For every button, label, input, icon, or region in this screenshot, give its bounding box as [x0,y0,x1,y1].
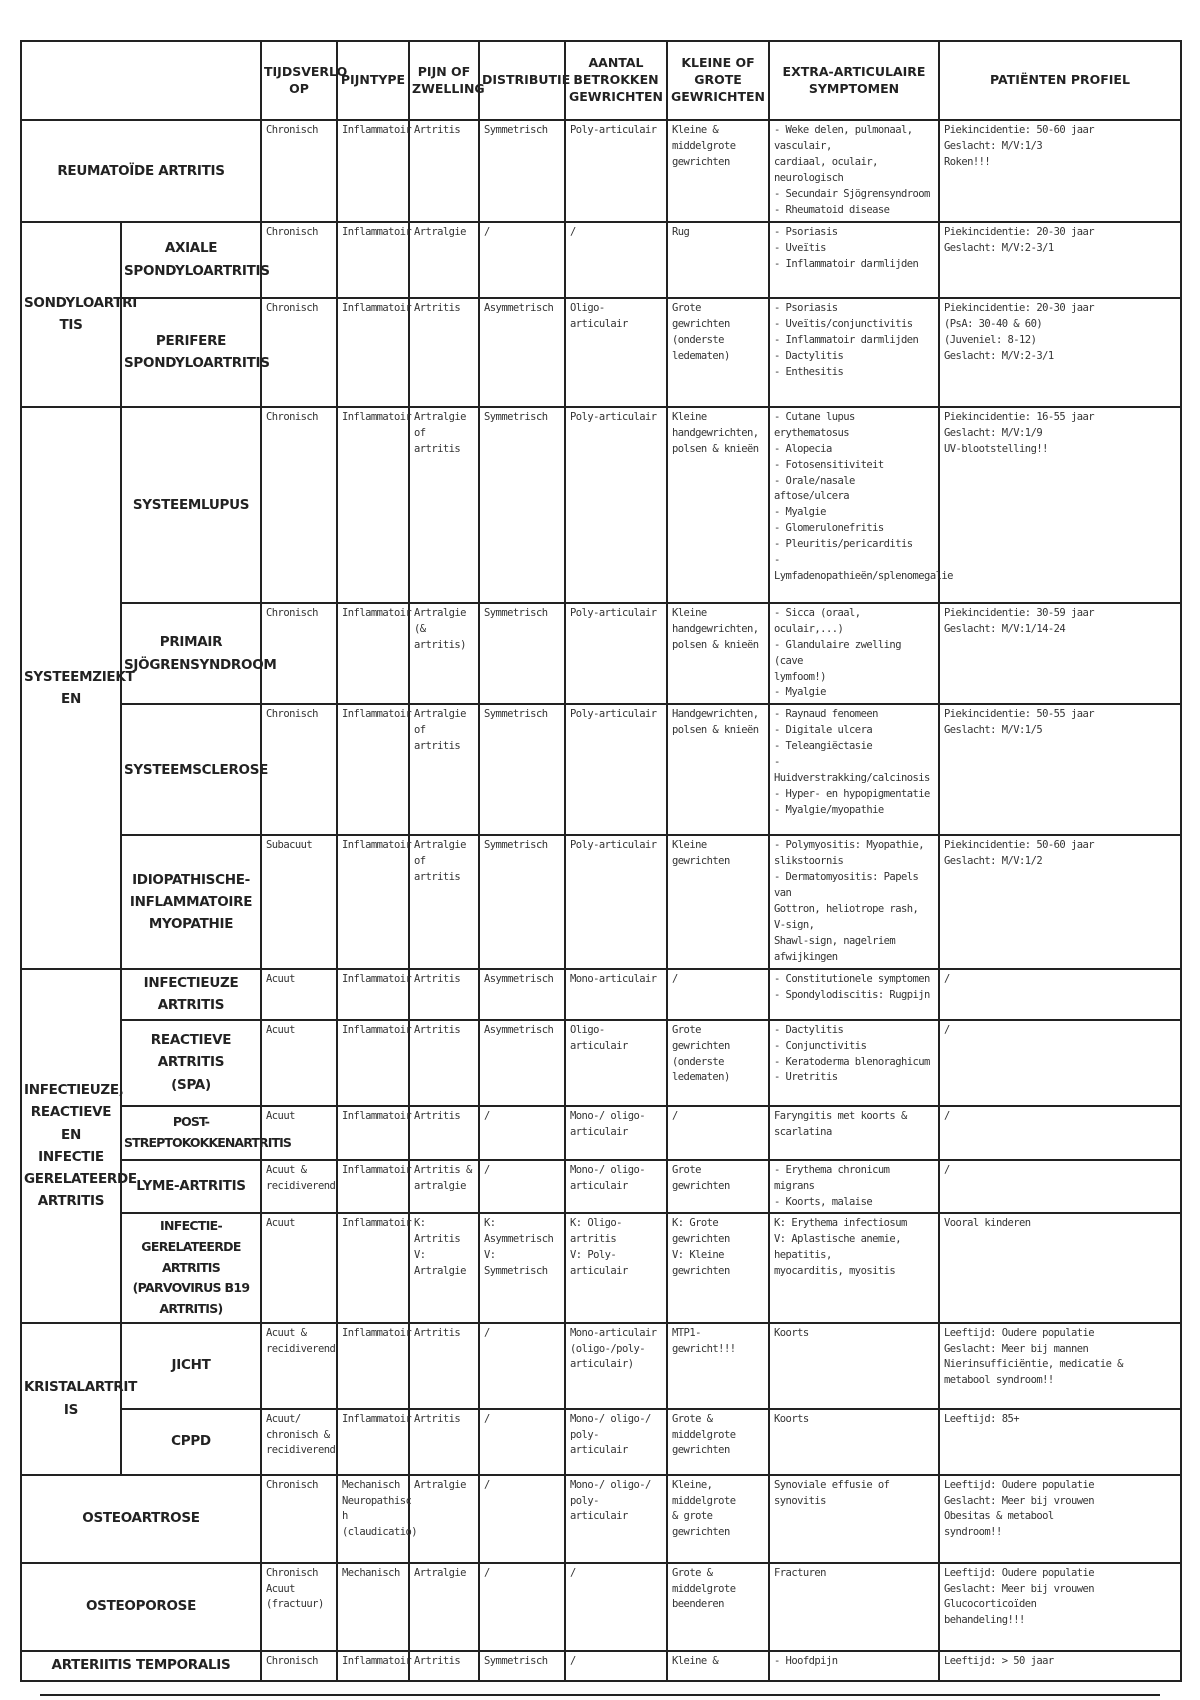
pijntype-cell: Inflammatoir [337,407,409,603]
kleine-grote-cell: Handgewrichten, polsen & knieën [667,704,769,835]
extra-cell: - Constitutionele symptomen - Spondylodiscitis: Rugpijn [769,969,939,1020]
aantal-cell: Oligo-articulair [565,1020,667,1106]
distributie-cell: / [479,1409,565,1475]
pijntype-cell: Mechanisch [337,1563,409,1651]
pijntype-cell: Inflammatoir [337,1106,409,1160]
pijntype-cell: Inflammatoir [337,298,409,407]
header-row [21,41,1181,120]
profiel-cell: / [939,969,1181,1020]
disease-name: REUMATOÏDE ARTRITIS [21,120,261,222]
pijn-cell: Artritis [409,1323,479,1409]
pijntype-cell: Inflammatoir [337,120,409,222]
profiel-cell: Piekincidentie: 50-55 jaar Geslacht: M/V:1/5 [939,704,1181,835]
tijdsverloop-cell: Chronisch [261,120,337,222]
footer-divider [40,1694,1160,1696]
table-row [21,835,1181,969]
pijn-cell: Artritis [409,1020,479,1106]
aantal-cell: Poly-articulair [565,603,667,705]
extra-cell: - Weke delen, pulmonaal, vasculair, cardiaal, oculair, neurologisch - Secundair Sjögrensyndroom - Rheumatoid disease [769,120,939,222]
aantal-cell: / [565,1563,667,1651]
profiel-cell: Vooral kinderen [939,1213,1181,1322]
distributie-cell: / [479,1323,565,1409]
distributie-cell: Symmetrisch [479,704,565,835]
kleine-grote-cell: Rug [667,222,769,298]
table-row [21,704,1181,835]
aantal-cell: Poly-articulair [565,835,667,969]
distributie-cell: Asymmetrisch [479,298,565,407]
tijdsverloop-cell: Chronisch [261,1475,337,1563]
pijntype-cell: Inflammatoir [337,1409,409,1475]
kleine-grote-cell: MTP1-gewricht!!! [667,1323,769,1409]
pijntype-cell: Inflammatoir [337,969,409,1020]
group-systeemziekten: SYSTEEMZIEKT EN [21,407,121,969]
header-aantal: AANTAL BETROKKEN GEWRICHTEN [565,41,667,120]
aantal-cell: Mono-/ oligo-/ poly- articulair [565,1409,667,1475]
aantal-cell: Poly-articulair [565,120,667,222]
profiel-cell: / [939,1160,1181,1214]
distributie-cell: / [479,222,565,298]
pijn-cell: Artritis & artralgie [409,1160,479,1214]
extra-cell: Synoviale effusie of synovitis [769,1475,939,1563]
tijdsverloop-cell: Chronisch [261,407,337,603]
profiel-cell: Leeftijd: Oudere populatie Geslacht: Meer bij mannen Nierinsufficiëntie, medicatie & metabool syndroom!! [939,1323,1181,1409]
tijdsverloop-cell: Chronisch [261,704,337,835]
tijdsverloop-cell: Acuut & recidiverend [261,1323,337,1409]
table-row [21,1323,1181,1409]
tijdsverloop-cell: Acuut [261,1106,337,1160]
header-corner [21,41,261,120]
extra-cell: - Sicca (oraal, oculair,...) - Glandulaire zwelling (cave lymfoom!) - Myalgie [769,603,939,705]
pijntype-cell: Inflammatoir [337,603,409,705]
aantal-cell: Oligo-articulair [565,298,667,407]
profiel-cell: / [939,1020,1181,1106]
table-row [21,120,1181,222]
group-infectieuze: INFECTIEUZE, REACTIEVE EN INFECTIE GERELATEERDE ARTRITIS [21,969,121,1323]
disease-name: JICHT [121,1323,261,1409]
profiel-cell: / [939,1106,1181,1160]
kleine-grote-cell: Kleine, middelgrote & grote gewrichten [667,1475,769,1563]
disease-name: PERIFERE SPONDYLOARTRITIS [121,298,261,407]
page [20,40,1180,1682]
pijntype-cell: Mechanisch Neuropathisc h (claudicatio) [337,1475,409,1563]
aantal-cell: Mono-/ oligo- articulair [565,1106,667,1160]
tijdsverloop-cell: Acuut/ chronisch & recidiverend [261,1409,337,1475]
disease-name: ARTERIITIS TEMPORALIS [21,1651,261,1681]
pijn-cell: Artralgie of artritis [409,835,479,969]
pijn-cell: Artralgie [409,222,479,298]
pijn-cell: Artritis [409,1651,479,1681]
disease-name: INFECTIE-GERELATEERDE ARTRITIS (PARVOVIRUS B19 ARTRITIS) [121,1213,261,1322]
pijn-cell: K: Artritis V: Artralgie [409,1213,479,1322]
extra-cell: Fracturen [769,1563,939,1651]
tijdsverloop-cell: Acuut & recidiverend [261,1160,337,1214]
pijn-cell: Artritis [409,969,479,1020]
disease-name: CPPD [121,1409,261,1475]
disease-name: SYSTEEMSCLEROSE [121,704,261,835]
group-kristalartritis: KRISTALARTRIT IS [21,1323,121,1475]
table-row [21,1106,1181,1160]
header-kleine-grote: KLEINE OF GROTE GEWRICHTEN [667,41,769,120]
extra-cell: K: Erythema infectiosum V: Aplastische anemie, hepatitis, myocarditis, myositis [769,1213,939,1322]
distributie-cell: / [479,1475,565,1563]
pijntype-cell: Inflammatoir [337,1323,409,1409]
table-row [21,1020,1181,1106]
disease-name: SYSTEEMLUPUS [121,407,261,603]
table-row [21,1409,1181,1475]
pijntype-cell: Inflammatoir [337,704,409,835]
group-sondyloartritis: SONDYLOARTRI TIS [21,222,121,407]
aantal-cell: Mono-/ oligo-/ poly- articulair [565,1475,667,1563]
pijn-cell: Artralgie (& artritis) [409,603,479,705]
distributie-cell: Symmetrisch [479,1651,565,1681]
aantal-cell: Mono-/ oligo- articulair [565,1160,667,1214]
aantal-cell: Mono-articulair (oligo-/poly- articulair) [565,1323,667,1409]
extra-cell: - Hoofdpijn [769,1651,939,1681]
distributie-cell: / [479,1160,565,1214]
profiel-cell: Piekincidentie: 20-30 jaar (PsA: 30-40 & 60) (Juveniel: 8-12) Geslacht: M/V:2-3/1 [939,298,1181,407]
pijn-cell: Artritis [409,1409,479,1475]
extra-cell: - Polymyositis: Myopathie, slikstoornis - Dermatomyositis: Papels van Gottron, heliotrope rash, V-sign, Shawl-sign, nagelriem afwijkingen [769,835,939,969]
disease-name: POST- STREPTOKOKKENARTRITIS [121,1106,261,1160]
distributie-cell: Asymmetrisch [479,969,565,1020]
header-pijn-zwelling: PIJN OF ZWELLING [409,41,479,120]
table-row [21,1213,1181,1322]
table-row [21,222,1181,298]
aantal-cell: Mono-articulair [565,969,667,1020]
disease-name: LYME-ARTRITIS [121,1160,261,1214]
pijntype-cell: Inflammatoir [337,1160,409,1214]
tijdsverloop-cell: Chronisch [261,298,337,407]
extra-cell: Faryngitis met koorts & scarlatina [769,1106,939,1160]
profiel-cell: Piekincidentie: 16-55 jaar Geslacht: M/V:1/9 UV-blootstelling!! [939,407,1181,603]
kleine-grote-cell: Kleine & middelgrote gewrichten [667,120,769,222]
kleine-grote-cell: K: Grote gewrichten V: Kleine gewrichten [667,1213,769,1322]
distributie-cell: / [479,1563,565,1651]
distributie-cell: Symmetrisch [479,120,565,222]
tijdsverloop-cell: Subacuut [261,835,337,969]
extra-cell: - Cutane lupus erythematosus - Alopecia - Fotosensitiviteit - Orale/nasale aftose/ulcera - Myalgie - Glomerulonefritis - Pleuritis/pericarditis - Lymfadenopathieën/splenomegalie [769,407,939,603]
kleine-grote-cell: Grote & middelgrote gewrichten [667,1409,769,1475]
aantal-cell: / [565,222,667,298]
table-row [21,298,1181,407]
pijn-cell: Artralgie [409,1475,479,1563]
tijdsverloop-cell: Acuut [261,1020,337,1106]
tijdsverloop-cell: Chronisch [261,222,337,298]
kleine-grote-cell: Kleine handgewrichten, polsen & knieën [667,407,769,603]
disease-name: IDIOPATHISCHE- INFLAMMATOIRE MYOPATHIE [121,835,261,969]
tijdsverloop-cell: Chronisch Acuut (fractuur) [261,1563,337,1651]
header-extra-articulaire: EXTRA-ARTICULAIRE SYMPTOMEN [769,41,939,120]
disease-name: REACTIEVE ARTRITIS (SPA) [121,1020,261,1106]
rheumatology-table [20,40,1182,1682]
header-pijntype: PIJNTYPE [337,41,409,120]
distributie-cell: K: Asymmetrisch V: Symmetrisch [479,1213,565,1322]
table-row [21,1563,1181,1651]
extra-cell: - Erythema chronicum migrans - Koorts, malaise [769,1160,939,1214]
tijdsverloop-cell: Acuut [261,969,337,1020]
profiel-cell: Piekincidentie: 50-60 jaar Geslacht: M/V:1/3 Roken!!! [939,120,1181,222]
pijn-cell: Artritis [409,120,479,222]
profiel-cell: Leeftijd: Oudere populatie Geslacht: Meer bij vrouwen Obesitas & metabool syndroom!! [939,1475,1181,1563]
kleine-grote-cell: Grote gewrichten (onderste ledematen) [667,298,769,407]
profiel-cell: Piekincidentie: 30-59 jaar Geslacht: M/V:1/14-24 [939,603,1181,705]
profiel-cell: Leeftijd: Oudere populatie Geslacht: Meer bij vrouwen Glucocorticoïden behandeling!!! [939,1563,1181,1651]
distributie-cell: / [479,1106,565,1160]
distributie-cell: Symmetrisch [479,603,565,705]
table-row [21,603,1181,705]
kleine-grote-cell: Grote gewrichten (onderste ledematen) [667,1020,769,1106]
disease-name: INFECTIEUZE ARTRITIS [121,969,261,1020]
disease-name: OSTEOPOROSE [21,1563,261,1651]
profiel-cell: Piekincidentie: 50-60 jaar Geslacht: M/V:1/2 [939,835,1181,969]
kleine-grote-cell: / [667,969,769,1020]
tijdsverloop-cell: Acuut [261,1213,337,1322]
header-distributie: DISTRIBUTIE [479,41,565,120]
profiel-cell: Leeftijd: 85+ [939,1409,1181,1475]
pijntype-cell: Inflammatoir [337,222,409,298]
tijdsverloop-cell: Chronisch [261,603,337,705]
disease-name: PRIMAIR SJÖGRENSYNDROOM [121,603,261,705]
aantal-cell: K: Oligo-artritis V: Poly-articulair [565,1213,667,1322]
profiel-cell: Leeftijd: > 50 jaar [939,1651,1181,1681]
extra-cell: Koorts [769,1409,939,1475]
distributie-cell: Symmetrisch [479,407,565,603]
disease-name: OSTEOARTROSE [21,1475,261,1563]
extra-cell: - Psoriasis - Uveïtis/conjunctivitis - Inflammatoir darmlijden - Dactylitis - Enthesitis [769,298,939,407]
kleine-grote-cell: Grote gewrichten [667,1160,769,1214]
kleine-grote-cell: Kleine gewrichten [667,835,769,969]
extra-cell: - Raynaud fenomeen - Digitale ulcera - Teleangiëctasie - Huidverstrakking/calcinosis - Hyper- en hypopigmentatie - Myalgie/myopathie [769,704,939,835]
kleine-grote-cell: Kleine & [667,1651,769,1681]
pijn-cell: Artralgie [409,1563,479,1651]
extra-cell: - Psoriasis - Uveïtis - Inflammatoir darmlijden [769,222,939,298]
pijntype-cell: Inflammatoir [337,1020,409,1106]
table-row [21,407,1181,603]
table-row [21,1651,1181,1681]
aantal-cell: Poly-articulair [565,407,667,603]
tijdsverloop-cell: Chronisch [261,1651,337,1681]
pijntype-cell: Inflammatoir [337,835,409,969]
pijntype-cell: Inflammatoir [337,1651,409,1681]
profiel-cell: Piekincidentie: 20-30 jaar Geslacht: M/V:2-3/1 [939,222,1181,298]
pijn-cell: Artralgie of artritis [409,704,479,835]
pijn-cell: Artritis [409,1106,479,1160]
aantal-cell: / [565,1651,667,1681]
disease-name: AXIALE SPONDYLOARTRITIS [121,222,261,298]
extra-cell: - Dactylitis - Conjunctivitis - Keratoderma blenoraghicum - Uretritis [769,1020,939,1106]
distributie-cell: Asymmetrisch [479,1020,565,1106]
header-patienten-profiel: PATIËNTEN PROFIEL [939,41,1181,120]
kleine-grote-cell: / [667,1106,769,1160]
kleine-grote-cell: Grote & middelgrote beenderen [667,1563,769,1651]
table-row [21,969,1181,1020]
pijn-cell: Artritis [409,298,479,407]
extra-cell: Koorts [769,1323,939,1409]
header-tijdsverloop: TIJDSVERLO OP [261,41,337,120]
pijn-cell: Artralgie of artritis [409,407,479,603]
kleine-grote-cell: Kleine handgewrichten, polsen & knieën [667,603,769,705]
pijntype-cell: Inflammatoir [337,1213,409,1322]
table-row [21,1475,1181,1563]
table-row [21,1160,1181,1214]
aantal-cell: Poly-articulair [565,704,667,835]
distributie-cell: Symmetrisch [479,835,565,969]
